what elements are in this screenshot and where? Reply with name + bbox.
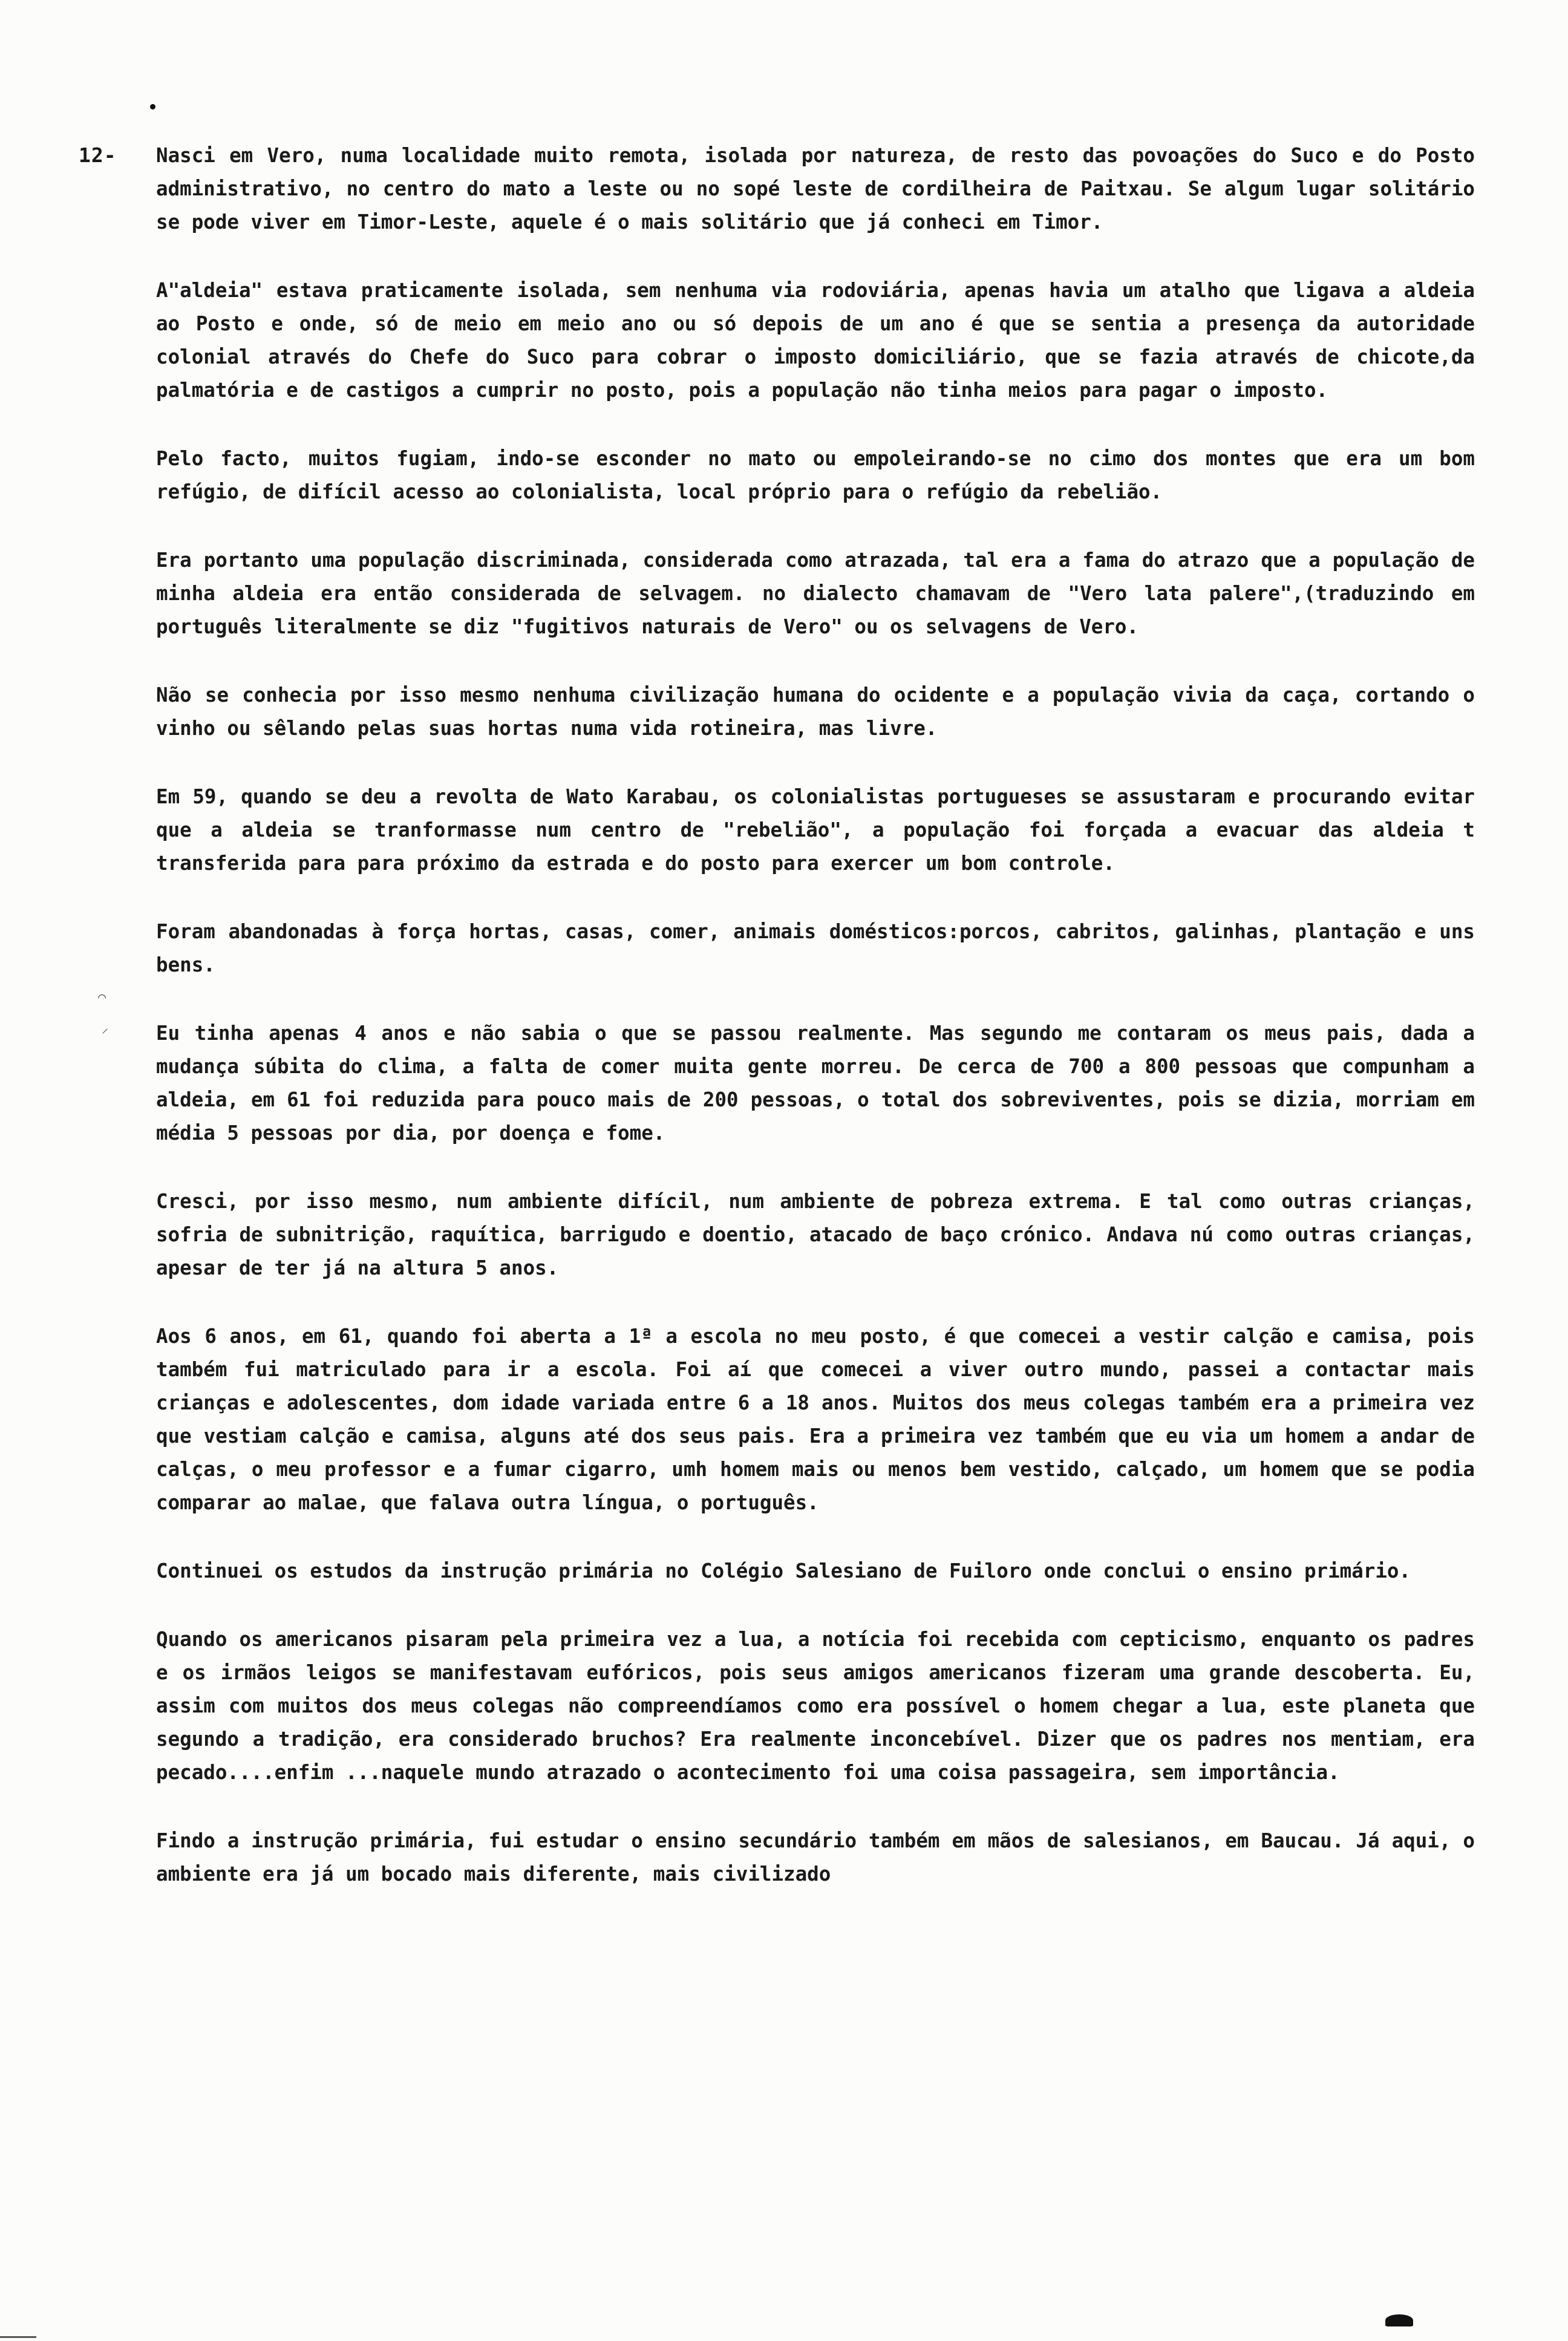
ink-dot [150,104,155,109]
paragraph-2: A"aldeia" estava praticamente isolada, sem nenhuma via rodoviária, apenas havia um atalho que ligava a aldeia ao Posto e onde, só de meio em meio ano ou só depois de um ano é que se sentia a presença da autoridade colonial através do Chefe do Suco para cobrar o imposto domiciliário, que se fazia através de chicote,da palmatória e de castigos a cumprir no posto, pois a população não tinha meios para pagar o imposto. [156,279,1475,402]
paragraph-1: Nasci em Vero, numa localidade muito remota, isolada por natureza, de resto das povoações do Suco e do Posto administrativo, no centro do mato a leste ou no sopé leste de cordilheira de Paitxau. Se algum lugar solitário se pode viver em Timor-Leste, aquele é o mais solitário que já conheci em Timor. [156,144,1475,233]
paragraph-11: Continuei os estudos da instrução primária no Colégio Salesiano de Fuiloro onde conclui o ensino primário. [156,1559,1411,1582]
paragraph-5: Não se conhecia por isso mesmo nenhuma civilização humana do ocidente e a população vivia da caça, cortando o vinho ou sêlando pelas suas hortas numa vida rotineira, mas livre. [156,684,1475,740]
paragraph-13: Findo a instrução primária, fui estudar o ensino secundário também em mãos de salesianos, em Baucau. Já aqui, o ambiente era já um bocado mais diferente, mais civilizado [156,1829,1475,1886]
margin-mark-icon: ⌒ [98,990,106,1005]
paragraph-6: Em 59, quando se deu a revolta de Wato Karabau, os colonialistas portugueses se assustaram e procurando evitar que a aldeia se tranformasse num centro de "rebelião", a população foi forçada a evacuar das aldeia t transferida para para próximo da estrada e do posto para exercer um bom controle. [156,785,1475,875]
paragraph-12: Quando os americanos pisaram pela primeira vez a lua, a notícia foi recebida com cepticismo, enquanto os padres e os irmãos leigos se manifestavam eufóricos, pois seus amigos americanos fizeram uma grande descoberta. Eu, assim com muitos dos meus colegas não compreendíamos como era possível o homem chegar a lua, este planeta que segundo a tradição, era considerado bruchos? Era realmente inconcebível. Dizer que os padres nos mentiam, era pecado....enfim ...naquele mundo atrazado o acontecimento foi uma coisa passageira, sem importância. [156,1628,1475,1784]
paragraph-8: Eu tinha apenas 4 anos e não sabia o que se passou realmente. Mas segundo me contaram os meus pais, dada a mudança súbita do clima, a falta de comer muita gente morreu. De cerca de 700 a 800 pessoas que compunham a aldeia, em 61 foi reduzida para pouco mais de 200 pessoas, o total dos sobreviventes, pois se dizia, morriam em média 5 pessoas por dia, por doença e fome. [156,1022,1475,1144]
typed-body [156,139,1475,1891]
scan-edge-line [0,2336,36,2338]
paragraph-7: Foram abandonadas à força hortas, casas, comer, animais domésticos:porcos, cabritos, galinhas, plantação e uns bens. [156,920,1475,976]
paragraph-9: Cresci, por isso mesmo, num ambiente difícil, num ambiente de pobreza extrema. E tal como outras crianças, sofria de subnitrição, raquítica, barrigudo e doentio, atacado de baço crónico. Andava nú como outras crianças, apesar de ter já na altura 5 anos. [156,1190,1475,1279]
paragraph-10: Aos 6 anos, em 61, quando foi aberta a 1ª a escola no meu posto, é que comecei a vestir calção e camisa, pois também fui matriculado para ir a escola. Foi aí que comecei a viver outro mundo, passei a contactar mais crianças e adolescentes, dom idade variada entre 6 a 18 anos. Muitos dos meus colegas também era a primeira vez que vestiam calção e camisa, alguns até dos seus pais. Era a primeira vez também que eu via um homem a andar de calças, o meu professor e a fumar cigarro, umh homem mais ou menos bem vestido, calçado, um homem que se podia comparar ao malae, que falava outra língua, o português. [156,1325,1475,1514]
paragraph-3: Pelo facto, muitos fugiam, indo-se esconder no mato ou empoleirando-se no cimo dos montes que era um bom refúgio, de difícil acesso ao colonialista, local próprio para o refúgio da rebelião. [156,447,1475,503]
item-number: 12- [79,143,117,167]
margin-mark-icon: ⸝ [102,1021,109,1036]
paragraph-4: Era portanto uma população discriminada, considerada como atrazada, tal era a fama do atrazo que a população de minha aldeia era então considerada de selvagem. no dialecto chamavam de "Vero lata palere",(traduzindo em português literalmente se diz "fugitivos naturais de Vero" ou os selvagens de Vero. [156,549,1475,638]
ink-blot [1385,2314,1413,2326]
